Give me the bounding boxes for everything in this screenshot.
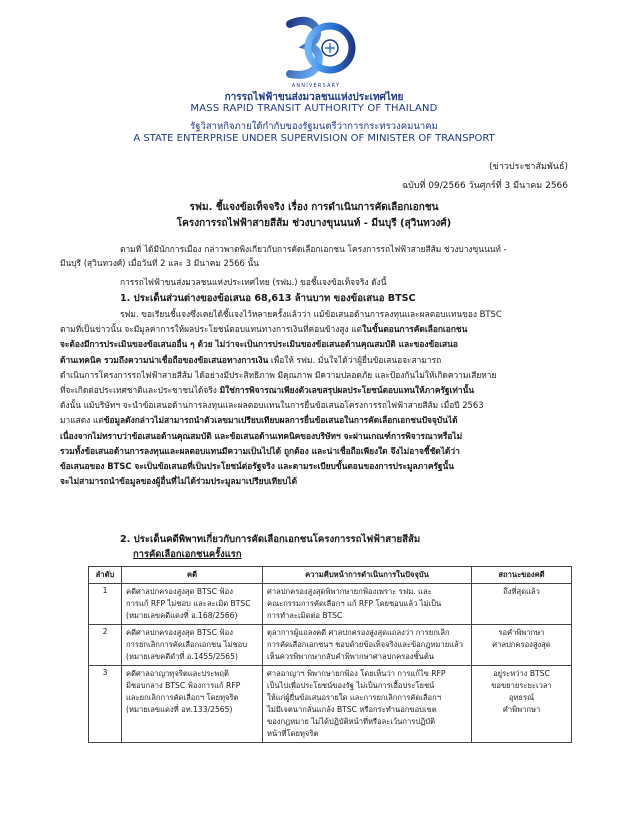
case-status	[472, 584, 572, 625]
case-progress-line: หน้าที่โดยทุจริต	[267, 729, 319, 738]
col-header-progress: ความคืบหน้าการดำเนินการในปัจจุบัน	[263, 567, 472, 584]
section-1-line: จะต้องมีการประเมินของข้อเสนออื่น ๆ ด้วย ไม่ว่าจะเป็นการประเมินของข้อเสนอด้านคุณสมบัติ และของข้อเสนอ	[60, 339, 458, 350]
case-title	[122, 625, 263, 666]
case-title-line: การยกเลิกการคัดเลือกเอกชน ไม่ชอบ	[126, 640, 248, 649]
section-1-heading: 1. ประเด็นส่วนต่างของข้อเสนอ 68,613 ล้านบาท ของข้อเสนอ BTSC	[120, 293, 416, 304]
section-2-heading: 2. ประเด็นคดีพิพาทเกี่ยวกับการคัดเลือกเอกชนโครงการรถไฟฟ้าสายสีส้ม	[120, 534, 421, 545]
org-name-th: การรถไฟฟ้าขนส่งมวลชนแห่งประเทศไทย	[224, 92, 404, 103]
section-1-line: รฟม. ขอเรียนชี้แจงซึ่งเคยได้ชี้แจงไว้หลายครั้งแล้วว่า แม้ข้อเสนอด้านการลงทุนและผลตอบแทนของ BTSC	[120, 309, 502, 319]
section-1-line: ข้อเสนอของ BTSC จะเป็นข้อเสนอที่เป็นประโยชน์ต่อรัฐจริง และตามระเบียบขั้นตอนของการประมูลภาครัฐนั้น	[60, 460, 454, 471]
case-progress-line: การคัดเลือกเอกชนฯ ชอบด้วยข้อเท็จจริงและข้อกฎหมายแล้ว	[267, 640, 463, 649]
case-status	[472, 666, 572, 743]
intro-line-1: ตามที่ ได้มีนักการเมือง กล่าวพาดพิงเกี่ยวกับการคัดเลือกเอกชน โครงการรถไฟฟ้าสายสีส้ม ช่วงบางขุนนนท์ -	[120, 244, 507, 254]
case-progress-line: ไม่มีเจตนากลั่นแกล้ง BTSC หรือกระทำนอกขอบเขต	[267, 705, 437, 714]
case-title-line: (หมายเลขคดีดำที่ อ.1455/2565)	[126, 652, 238, 661]
case-number: 1	[89, 584, 122, 625]
case-status-line: รอคำพิพากษา	[498, 628, 545, 637]
case-title-line: คดีศาลอาญาทุจริตและประพฤติ	[126, 669, 229, 678]
section-1-line: ด้านเทคนิค รวมถึงความน่าเชื่อถือของข้อเสนอทางการเงิน เพื่อให้ รฟม. มั่นใจได้ว่าผู้ยื่นข้อเสนอจะสามารถ	[60, 354, 442, 365]
text-run: ตามที่เป็นข่าวนั้น จะมีมูลค่าการให้ผลประโยชน์ตอบแทนทางการเงินที่ค่อนข้างสูง แต่	[60, 324, 363, 335]
anniversary-label: ANNIVERSARY	[291, 83, 341, 89]
case-title	[122, 584, 263, 625]
case-title-line: คดีศาลปกครองสูงสุด BTSC ฟ้อง	[126, 587, 233, 596]
col-header-status: สถานะของคดี	[472, 567, 572, 584]
intro-line-3: การรถไฟฟ้าขนส่งมวลชนแห่งประเทศไทย (รฟม.) ขอชี้แจงข้อเท็จจริง ดังนี้	[120, 277, 387, 287]
section-1-line: ดำเนินการโครงการรถไฟฟ้าสายสีส้ม ได้อย่างมีประสิทธิภาพ มีคุณภาพ มีความปลอดภัย และป้องกันไม่ให้เกิดความเสียหาย	[60, 369, 497, 380]
case-status-line: ขอขยายระยะเวลา	[491, 681, 552, 690]
org-subtitle-th: รัฐวิสาหกิจภายใต้กำกับของรัฐมนตรีว่าการกระทรวงคมนาคม	[190, 121, 438, 132]
case-number: 3	[89, 666, 122, 743]
page-subtitle: โครงการรถไฟฟ้าสายสีส้ม ช่วงบางขุนนนท์ - มีนบุรี (สุวินทวงศ์)	[176, 218, 452, 229]
case-title-line: (หมายเลขแดงที่ อท.133/2565)	[126, 705, 233, 714]
col-header-case: คดี	[122, 567, 263, 584]
bold-run: ข้อมูลดังกล่าวไม่สามารถนำตัวเลขมาเปรียบเทียบผลการยื่นข้อเสนอในการคัดเลือกเอกชนปัจจุบันได้	[103, 415, 458, 426]
case-title-line: และยกเลิกการคัดเลือกฯ โดยทุจริต	[126, 693, 239, 702]
section-1-line	[60, 322, 572, 337]
case-progress-line: ตุลาการผู้แถลงคดี ศาลปกครองสูงสุดแถลงว่า การยกเลิก	[267, 628, 450, 637]
case-progress-line: ของกฎหมาย ไม่ได้ปฏิบัติหน้าที่หรือละเว้นการปฏิบัติ	[267, 717, 436, 726]
anniversary-30-icon	[268, 10, 364, 90]
intro-line-2: มีนบุรี (สุวินทวงศ์) เมื่อวันที่ 2 และ 3 มีนาคม 2566 นั้น	[60, 258, 259, 268]
section-2-subheading: การคัดเลือกเอกชนครั้งแรก	[133, 549, 242, 560]
case-status	[472, 625, 572, 666]
document-type: (ข่าวประชาสัมพันธ์)	[489, 162, 568, 172]
bold-run: ในขั้นตอนการคัดเลือกเอกชน	[362, 324, 468, 335]
case-progress-line: เป็นไปเพื่อประโยชน์ของรัฐ ไม่เป็นการเอื้อประโยชน์	[267, 681, 435, 690]
case-progress-line: คณะกรรมการคัดเลือกฯ แก้ RFP โดยชอบแล้ว ไม่เป็น	[267, 599, 442, 608]
case-progress-line: เห็นควรพิพากษากลับคำพิพากษาศาลปกครองชั้นต้น	[267, 652, 434, 661]
page-title: รฟม. ชี้แจงข้อเท็จจริง เรื่อง การดำเนินการคัดเลือกเอกชน	[189, 202, 439, 213]
issue-date: ฉบับที่ 09/2566 วันศุกร์ที่ 3 มีนาคม 2566	[401, 181, 568, 191]
case-progress	[263, 625, 472, 666]
case-progress-line: การทำละเมิดต่อ BTSC	[267, 611, 343, 620]
col-header-no: ลำดับ	[89, 567, 122, 584]
case-progress-line: ให้แก่ผู้ยื่นข้อเสนอรายใด และการยกเลิกการคัดเลือกฯ	[267, 693, 441, 702]
section-1-line	[60, 383, 572, 398]
section-1-line: จะไม่สามารถนำข้อมูลของผู้อื่นที่ไม่ได้ร่วมประมูลมาเปรียบเทียบได้	[60, 476, 298, 487]
text-run: มาแสดง แต่	[60, 415, 104, 426]
case-status-line: ศาลปกครองสูงสุด	[492, 640, 551, 649]
case-progress-line: ศาลอาญาฯ พิพากษายกฟ้อง โดยเห็นว่า การแก้ไข RFP	[267, 669, 446, 678]
section-1-line: เนื่องจากไม่ทราบว่าข้อเสนอด้านคุณสมบัติ และข้อเสนอด้านเทคนิคของบริษัทฯ จะผ่านเกณฑ์การพิจารณาหรือไม่	[60, 430, 463, 441]
bold-run: มิใช่การพิจารณาเพียงตัวเลขสรุปผลประโยชน์ตอบแทนให้ภาครัฐเท่านั้น	[219, 384, 475, 395]
case-title-line: การแก้ RFP ไม่ชอบ และละเมิด BTSC	[126, 599, 251, 608]
case-title-line: (หมายเลขคดีแดงที่ อ.168/2566)	[126, 611, 238, 620]
mrta-30-anniversary-logo	[268, 10, 364, 90]
table-row	[89, 666, 572, 743]
case-title-line: คดีศาลปกครองสูงสุด BTSC ฟ้อง	[126, 628, 233, 637]
org-name-en: MASS RAPID TRANSIT AUTHORITY OF THAILAND	[190, 103, 438, 114]
section-1-line	[60, 413, 572, 428]
case-progress	[263, 584, 472, 625]
table-header-row	[89, 567, 572, 584]
case-progress-line: ศาลปกครองสูงสุดพิพากษายกฟ้องเพราะ รฟม. และ	[267, 587, 432, 596]
case-status-line: ถึงที่สุดแล้ว	[503, 587, 540, 596]
section-1-line: รวมทั้งข้อเสนอด้านการลงทุนและผลตอบแทนมีความเป็นไปได้ ถูกต้อง และน่าเชื่อถือเพียงใด จึงไม่อาจชี้ชัดได้ว่า	[60, 445, 460, 456]
case-title-line: มิชอบกลาง BTSC ฟ้องการแก้ RFP	[126, 681, 241, 690]
case-status-line: อุทธรณ์	[508, 693, 535, 702]
table-row	[89, 584, 572, 625]
section-1-line: ดังนั้น แม้บริษัทฯ จะนำข้อเสนอด้านการลงทุนและผลตอบแทนในการยื่นข้อเสนอโครงการรถไฟฟ้าสายสีส้ม เมื่อปี 2563	[60, 400, 484, 411]
cases-table	[88, 566, 572, 743]
case-title	[122, 666, 263, 743]
table-row	[89, 625, 572, 666]
org-subtitle-en: A STATE ENTERPRISE UNDER SUPERVISION OF MINISTER OF TRANSPORT	[133, 133, 495, 144]
case-number: 2	[89, 625, 122, 666]
text-run: ที่จะเกิดต่อประเทศชาติและประชาชนได้จริง	[60, 384, 220, 395]
case-progress	[263, 666, 472, 743]
case-status-line: คำพิพากษา	[502, 705, 541, 714]
case-status-line: อยู่ระหว่าง BTSC	[493, 669, 550, 678]
section-1-body	[60, 307, 572, 489]
